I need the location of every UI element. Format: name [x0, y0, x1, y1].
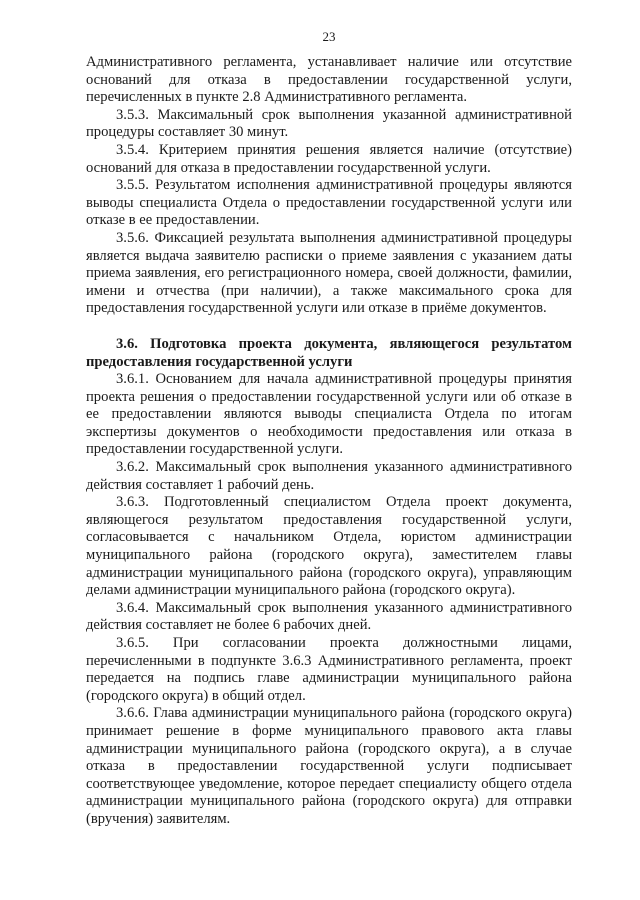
paragraph-3-6-4: 3.6.4. Максимальный срок выполнения указанного административного действия составляет не более 6 рабочих дней.: [86, 599, 572, 634]
paragraph-3-5-5: 3.5.5. Результатом исполнения административной процедуры являются выводы специалиста Отдела о предоставлении государственной услуги или отказе в ее предоставлении.: [86, 177, 572, 229]
paragraph-continuation: Административного регламента, устанавливает наличие или отсутствие оснований для отказа в предоставлении государственной услуги, перечисленных в пункте 2.8 Административного регламента.: [86, 54, 572, 106]
paragraph-3-6-2: 3.6.2. Максимальный срок выполнения указанного административного действия составляет 1 рабочий день.: [86, 459, 572, 493]
paragraph-3-5-6: 3.5.6. Фиксацией результата выполнения административной процедуры является выдача заявителю расписки о приеме заявления с указанием даты приема заявления, его регистрационного номера, своей должности, фамилии, имени и отчества (при наличии), а также максимального срока для предоставления государственной услуги или отказе в приёме документов.: [86, 229, 572, 317]
paragraph-3-6-1: 3.6.1. Основанием для начала административной процедуры принятия проекта решения о предоставлении государственной услуги или об отказе в ее предоставлении являются выводы специалиста Отдела по итогам экспертизы документов о необходимости предоставления или отказа в предоставлении государственной услуги.: [86, 371, 572, 458]
paragraph-3-6-5: 3.6.5. При согласовании проекта должностными лицами, перечисленными в подпункте 3.6.3 Административного регламента, проект передается на подпись главе администрации муниципального района (городского округа) в общий отдел.: [86, 635, 572, 704]
page-number: 23: [322, 29, 336, 44]
section-heading-3-6: 3.6. Подготовка проекта документа, являющегося результатом предоставления государственной услуги: [86, 335, 572, 370]
document-page: [86, 28, 572, 829]
paragraph-3-5-4: 3.5.4. Критерием принятия решения является наличие (отсутствие) оснований для отказа в предоставлении государственной услуги.: [86, 141, 572, 176]
paragraph-3-6-6: 3.6.6. Глава администрации муниципального района (городского округа) принимает решение в форме муниципального правового акта главы администрации муниципального района (городского округа), а в случае отказа в предоставлении государственной услуги подписывает соответствующее уведомление, которое передает специалисту общего отдела администрации муниципального района (городского округа) для отправки (вручения) заявителям.: [86, 705, 572, 827]
paragraph-3-5-3: 3.5.3. Максимальный срок выполнения указанной административной процедуры составляет 30 минут.: [86, 106, 572, 141]
paragraph-3-6-3: 3.6.3. Подготовленный специалистом Отдела проект документа, являющегося результатом предоставления государственной услуги, согласовывается с начальником Отдела, юристом администрации муниципального района (городского округа), заместителем главы администрации муниципального района (городского округа), управляющим делами администрации муниципального района (городского округа).: [86, 494, 572, 599]
